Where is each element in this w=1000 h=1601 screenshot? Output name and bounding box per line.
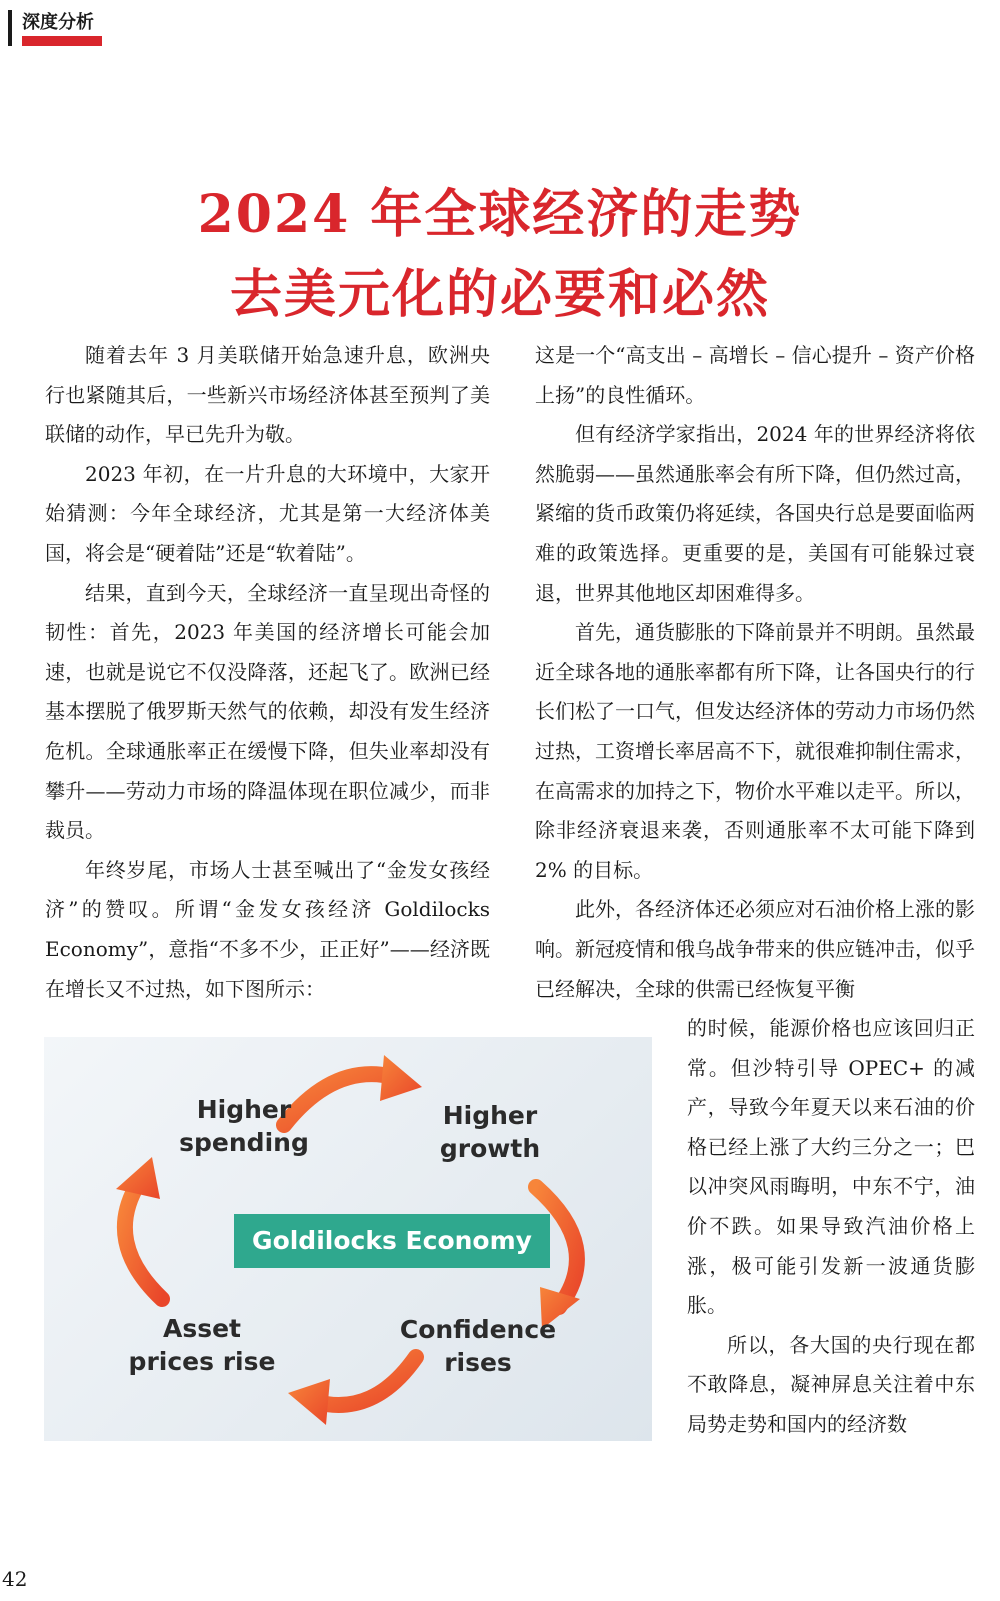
right-paragraph-3: 此外，各经济体还必须应对石油价格上涨的影响。新冠疫情和俄乌战争带来的供应链冲击，似乎已经解决，全球的供需已经恢复平衡 <box>535 897 975 1001</box>
goldilocks-cycle-figure <box>44 1037 652 1441</box>
left-paragraph-1: 随着去年 3 月美联储开始急速升息，欧洲央行也紧随其后，一些新兴市场经济体甚至预判了美联储的动作，早已先升为敬。 <box>45 343 490 447</box>
right-paragraph-1: 但有经济学家指出，2024 年的世界经济将依然脆弱——虽然通胀率会有所下降，但仍然过高，紧缩的货币政策仍将延续，各国央行总是要面临两难的政策选择。更重要的是，美国有可能躲过衰退，世界其他地区却困难得多。 <box>535 422 975 605</box>
node-asset-prices-rise: Asset prices rise <box>128 1314 276 1376</box>
right-continuation: 这是一个“高支出 – 高增长 – 信心提升 – 资产价格上扬”的良性循环。 <box>535 343 975 407</box>
section-tag-label: 深度分析 <box>22 12 94 33</box>
left-paragraph-4: 年终岁尾，市场人士甚至喊出了“金发女孩经济”的赞叹。所谓“金发女孩经济 Goldilocks Economy”，意指“不多不少，正正好”——经济既在增长又不过热，如下图所示： <box>45 857 490 1001</box>
page-number: 42 <box>2 1567 28 1591</box>
left-column <box>45 336 490 1009</box>
arrow-left-icon <box>116 1157 162 1299</box>
section-tag-underline <box>22 36 102 46</box>
center-label-goldilocks: Goldilocks Economy <box>234 1214 550 1268</box>
node-higher-spending: Higher spending <box>179 1095 309 1157</box>
right-narrow-paragraph: 所以，各大国的央行现在都不敢降息，凝神屏息关注着中东局势走势和国内的经济数 <box>687 1332 975 1437</box>
left-paragraph-3: 结果，直到今天，全球经济一直呈现出奇怪的韧性：首先，2023 年美国的经济增长可能会加速，也就是说它不仅没降落，还起飞了。欧洲已经基本摆脱了俄罗斯天然气的依赖，却没有发生经济危机。全球通胀率正在缓慢下降，但失业率却没有攀升——劳动力市场的降温体现在职位减少，而非裁员。 <box>45 580 490 843</box>
article-title-line-2: 去美元化的必要和必然 <box>229 264 770 325</box>
article-title-line-1: 2024 年全球经济的走势 <box>197 184 803 245</box>
node-higher-growth: Higher growth <box>439 1101 541 1163</box>
section-tag-bar <box>8 10 12 46</box>
left-paragraph-2: 2023 年初，在一片升息的大环境中，大家开始猜测：今年全球经济，尤其是第一大经济体美国，将会是“硬着陆”还是“软着陆”。 <box>45 461 490 565</box>
right-paragraph-2: 首先，通货膨胀的下降前景并不明朗。虽然最近全球各地的通胀率都有所下降，让各国央行的行长们松了一口气，但发达经济体的劳动力市场仍然过热，工资增长率居高不下，就很难抑制住需求，在高需求的加持之下，物价水平难以走平。所以，除非经济衰退来袭，否则通胀率不太可能下降到 2% 的目标。 <box>535 620 975 882</box>
right-narrow-continuation: 的时候，能源价格也应该回归正常。但沙特引导 OPEC+ 的减产，导致今年夏天以来石油的价格已经上涨了大约三分之一；巴以冲突风雨晦明，中东不宁，油价不跌。如果导致汽油价格上涨，极可能引发新一波通货膨胀。 <box>687 1016 975 1318</box>
node-confidence-rises: Confidence rises <box>399 1315 557 1377</box>
